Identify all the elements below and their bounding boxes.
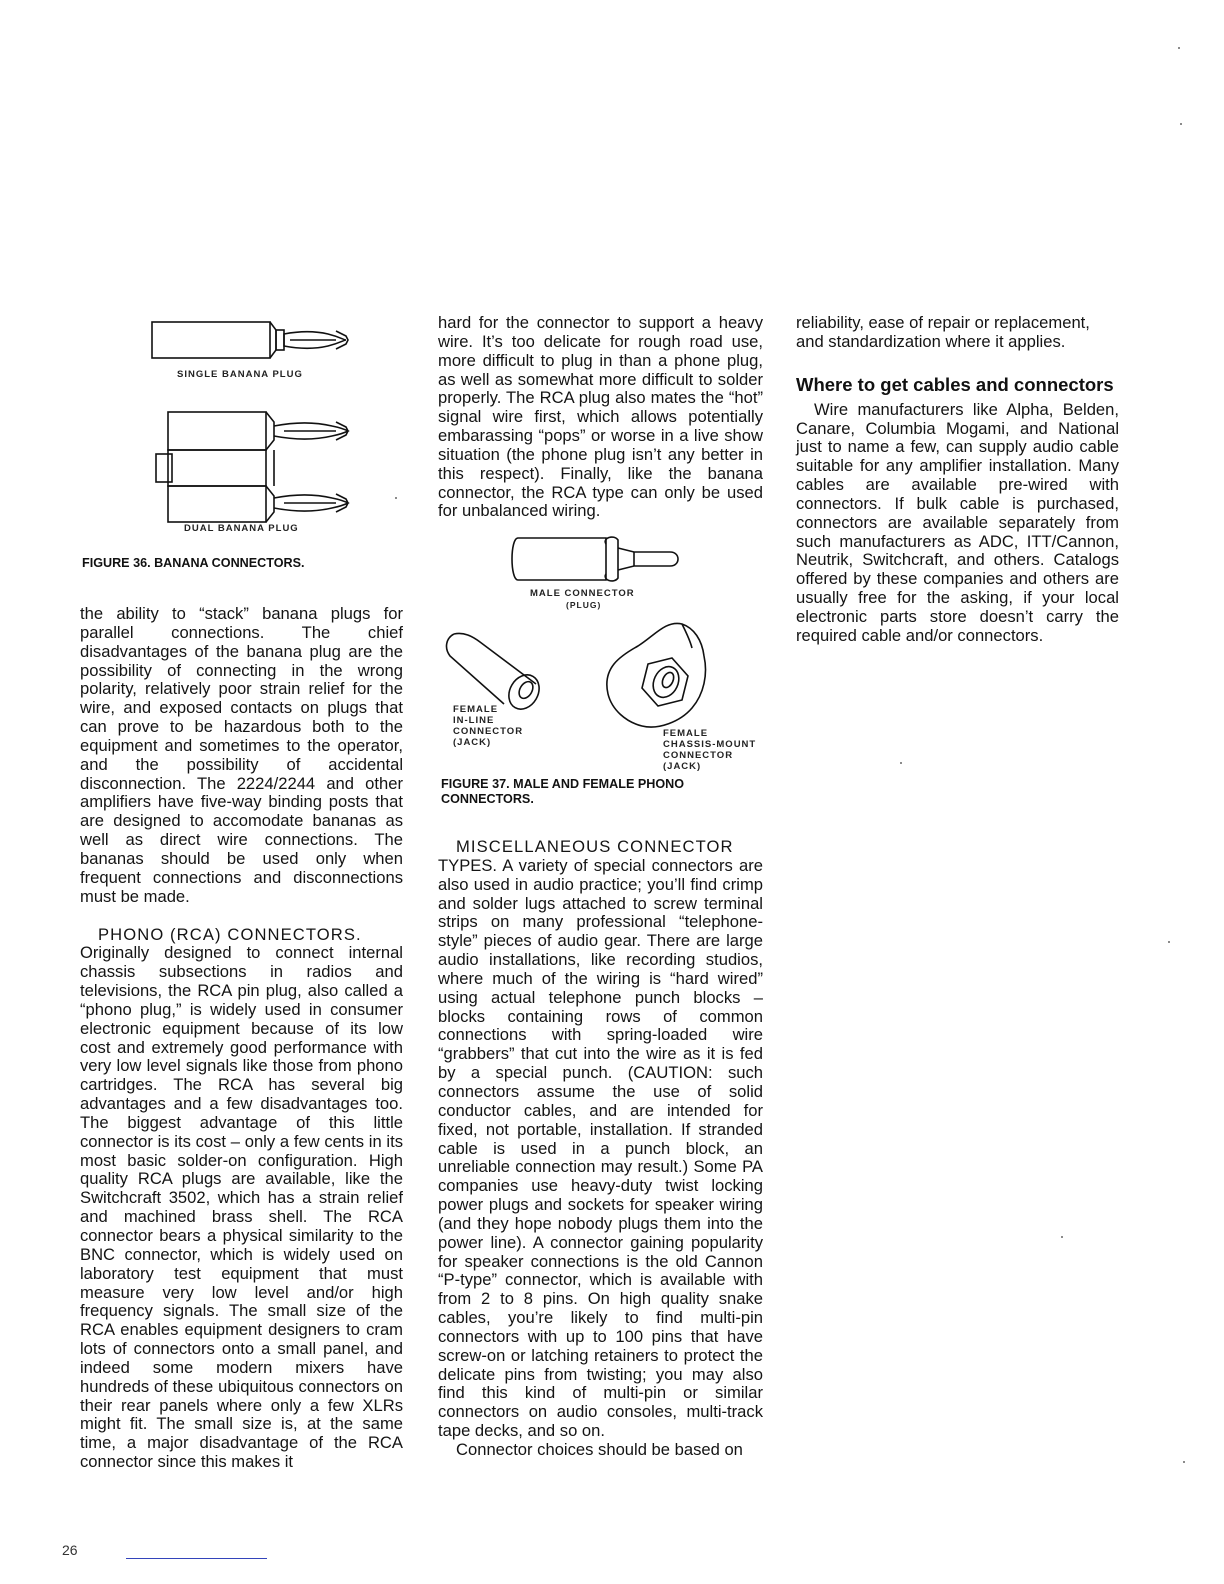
figure-36-caption: FIGURE 36. BANANA CONNECTORS. [82,556,305,570]
connector-choices-paragraph: Connector choices should be based on [456,1440,743,1459]
where-to-get-heading: Where to get cables and connectors [796,373,1114,395]
scan-speck [1183,1461,1185,1463]
page-number: 26 [62,1542,78,1558]
male-connector-label-line2: (PLUG) [566,600,602,610]
banana-paragraph: the ability to “stack” banana plugs for parallel connections. The chief disadvantages of the banana plug are the possibility of connecting in the wrong polarity, relatively poor strain relief for the wire, and exposed contacts on plugs that can prove to be hazardous both to the equipment and sometimes to the operator, and the possibility of accidental disconnection. The 2224/2244 and other amplifiers have five-way binding posts that are designed to accomodate bananas as well as direct wire connections. The bananas should be used only when frequent connections and disconnections must be made. [80,604,403,906]
female-inline-label-1: FEMALE [453,704,499,715]
single-banana-plug-label: SINGLE BANANA PLUG [177,369,303,380]
column-middle-bottom [438,838,763,1460]
column-right [796,314,1119,646]
figure-37-caption-line1: FIGURE 37. MALE AND FEMALE PHONO [441,777,685,791]
scan-speck [1168,941,1170,943]
female-inline-label-3: CONNECTOR [453,726,524,737]
misc-connector-heading: MISCELLANEOUS CONNECTOR [456,837,734,856]
female-inline-jack-drawing [440,630,550,710]
scan-speck [900,762,902,764]
dual-banana-plug-label: DUAL BANANA PLUG [184,523,299,534]
wire-manufacturers-paragraph: Wire manufacturers like Alpha, Belden, Canare, Columbia Mogami, and National just to name a few, can supply audio cable suitable for any amplifier installation. Many cables are available pre-wired with connectors. If bulk cable is purchased, connectors are available separately from such manufacturers as ADC, ITT/Cannon, Neutrik, Switchcraft, and others. Catalogs offered by these companies and others are usually free for the asking, if your local electronic parts store doesn’t carry the required cable and/or connectors. [796,399,1119,645]
phono-heading: PHONO (RCA) CONNECTORS. [98,924,362,944]
figure-37-caption-line2: CONNECTORS. [441,792,534,806]
scan-speck [395,497,397,499]
rca-continued-paragraph: hard for the connector to support a heavy wire. It’s too delicate for rough road use, more difficult to plug in than a phone plug, as well as somewhat more difficult to solder properly. The RCA plug also mates the “hot” signal wire first, which allows potentially embarassing “pops” or worse in a live show situation (the phone plug isn’t any better in this respect). Finally, like the banana connector, the RCA type can only be used for unbalanced wiring. [438,313,763,521]
female-inline-label-4: (JACK) [453,737,492,748]
phono-paragraph [80,926,403,1472]
column-left [80,605,403,1472]
footer-rule [126,1558,267,1559]
scan-speck [1180,123,1182,125]
female-chassis-jack-drawing [596,618,726,738]
scan-speck [1178,47,1180,49]
female-chassis-label-1: FEMALE [663,728,709,739]
phono-body: Originally designed to connect internal chassis subsections in radios and televisions, the RCA pin plug, also called a “phono plug,” is widely used in consumer electronic equipment because of its low cost and extremely good performance with very low level signals like those from phono cartridges. The RCA has several big advantages and a few disadvantages too. The biggest advantage of this little connector is its cost – only a few cents in its most basic solder-on configuration. High quality RCA plugs are available, like the Switchcraft 3502, which has a strain relief and machined brass shell. The RCA connector bears a physical similarity to the BNC connector, which is widely used on laboratory test equipment that must measure very low level and/or high frequency signals. The small size of the RCA enables equipment designers to cram lots of connectors onto a small panel, and indeed some modern mixers have hundreds of these ubiquitous connectors on their rear panels where only a few XLRs might fit. The small size is, at the same time, a major disadvantage of the RCA connector since this makes it [80,943,403,1472]
female-chassis-label-4: (JACK) [663,761,702,772]
dual-banana-plug-drawing [150,408,390,528]
male-connector-label-line1: MALE CONNECTOR [530,588,635,599]
misc-connector-paragraph [438,838,763,1441]
female-inline-label-2: IN-LINE [453,715,495,726]
male-phono-plug-drawing [510,534,690,594]
reliability-paragraph: reliability, ease of repair or replacement, and standardization where it applies. [796,313,1090,351]
female-chassis-label-3: CONNECTOR [663,750,734,761]
misc-connector-body: TYPES. A variety of special connectors are also used in audio practice; you’ll find crimp and solder lugs attached to screw terminal strips on many professional “telephone-style” pieces of audio gear. There are large audio installations, like recording studios, where much of the wiring is “hard wired” using actual telephone punch blocks – blocks containing rows of common connections with spring-loaded wire “grabbers” that cut into the wire as it is fed by a special punch. (CAUTION: such connectors assume the use of solid conductor cables, and are intended for fixed, not portable, installation. If stranded cable is used in a punch block, an unreliable connection may result.) Some PA companies use heavy-duty twist locking power plugs and sockets for speaker wiring (and they hope nobody plugs them into the power line). A connector gaining popularity for speaker connections is the old Cannon “P-type” connector, which is available with from 2 to 8 pins. On high quality snake cables, you’re likely to find multi-pin connectors with up to 100 pins that have screw-on or latching retainers to protect the delicate pins from twisting; you may also find this kind of multi-pin or similar connectors on audio consoles, multi-track tape decks, and so on. [438,855,763,1441]
column-middle-top [438,314,763,521]
female-chassis-label-2: CHASSIS-MOUNT [663,739,757,750]
scan-speck [1061,1236,1063,1238]
